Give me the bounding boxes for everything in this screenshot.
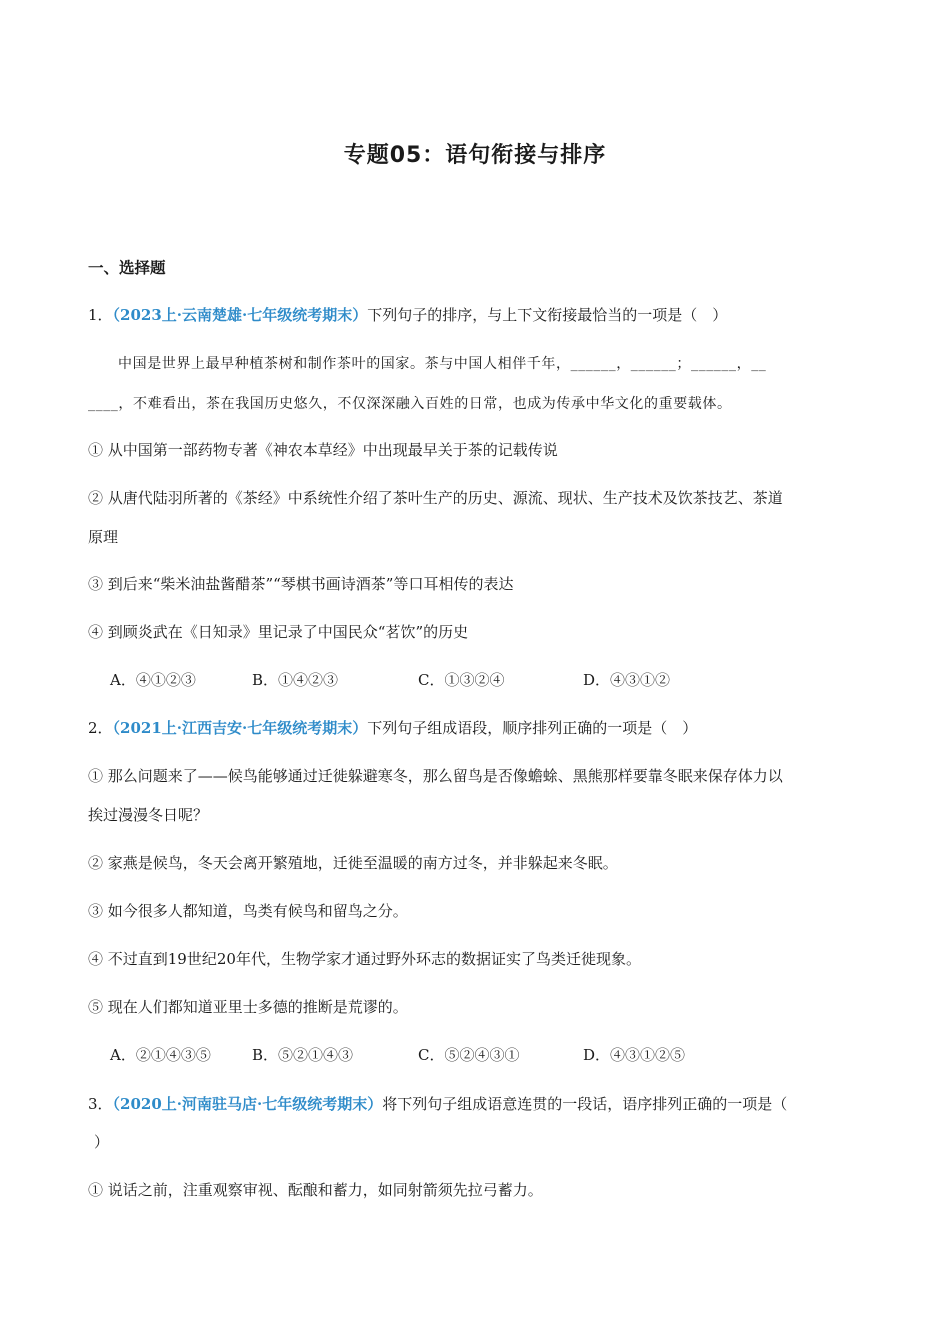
sentence-item: ② 家燕是候鸟，冬天会离开繁殖地，迁徙至温暖的南方过冬，并非躲起来冬眠。	[88, 854, 618, 872]
option-a[interactable]: A．②①④③⑤	[110, 1046, 211, 1064]
sentence-item: ① 那么问题来了——候鸟能够通过迁徙躲避寒冬，那么留鸟是否像蟾蜍、黑熊那样要靠冬眠来保存体力以	[88, 767, 783, 785]
sentence-item: ④ 到顾炎武在《日知录》里记录了中国民众“茗饮”的历史	[88, 623, 469, 641]
option-a[interactable]: A．④①②③	[110, 671, 196, 689]
page-title: 专题05：语句衔接与排序	[343, 143, 607, 168]
question-source: （2023上·云南楚雄·七年级统考期末）	[112, 306, 368, 324]
question-stem: 下列句子的排序，与上下文衔接最恰当的一项是（ ）	[367, 306, 728, 324]
option-c[interactable]: C．①③②④	[418, 671, 505, 689]
question-source: （2020上·河南驻马店·七年级统考期末）	[112, 1095, 383, 1113]
question-stem-continuation: ）	[94, 1133, 110, 1151]
sentence-item: ① 从中国第一部药物专著《神农本草经》中出现最早关于茶的记载传说	[88, 441, 558, 459]
sentence-item: ⑤ 现在人们都知道亚里士多德的推断是荒谬的。	[88, 998, 408, 1016]
question-stem: 将下列句子组成语意连贯的一段话，语序排列正确的一项是（	[382, 1095, 788, 1113]
question-2-header	[88, 718, 868, 738]
sentence-item: ③ 如今很多人都知道，鸟类有候鸟和留鸟之分。	[88, 902, 408, 920]
question-3-header	[88, 1094, 868, 1114]
sentence-item: 挨过漫漫冬日呢？	[88, 806, 209, 824]
sentence-item: ② 从唐代陆羽所著的《茶经》中系统性介绍了茶叶生产的历史、源流、现状、生产技术及饮茶技艺、茶道	[88, 489, 783, 507]
question-source: （2021上·江西吉安·七年级统考期末）	[112, 719, 368, 737]
question-number: 2．	[88, 719, 113, 737]
option-d[interactable]: D．④③①②	[583, 671, 671, 689]
sentence-item: ③ 到后来“柴米油盐酱醋茶”“琴棋书画诗酒茶”等口耳相传的表达	[88, 575, 514, 593]
question-number: 1．	[88, 306, 113, 324]
passage-line: 中国是世界上最早种植茶树和制作茶叶的国家。茶与中国人相伴千年，______，______；______，__	[118, 356, 767, 372]
sentence-item: 原理	[88, 528, 119, 546]
sentence-item: ④ 不过直到19世纪20年代，生物学家才通过野外环志的数据证实了鸟类迁徙现象。	[88, 950, 641, 968]
question-number: 3．	[88, 1095, 113, 1113]
option-c[interactable]: C．⑤②④③①	[418, 1046, 520, 1064]
section-heading: 一、选择题	[88, 259, 166, 277]
option-b[interactable]: B．⑤②①④③	[252, 1046, 354, 1064]
option-b[interactable]: B．①④②③	[252, 671, 339, 689]
question-1-header	[88, 305, 868, 325]
sentence-item: ① 说话之前，注重观察审视、酝酿和蓄力，如同射箭须先拉弓蓄力。	[88, 1181, 543, 1199]
question-stem: 下列句子组成语段，顺序排列正确的一项是（ ）	[367, 719, 698, 737]
option-d[interactable]: D．④③①②⑤	[583, 1046, 686, 1064]
passage-line: ____，不难看出，茶在我国历史悠久，不仅深深融入百姓的日常，也成为传承中华文化的重要载体。	[88, 396, 732, 412]
